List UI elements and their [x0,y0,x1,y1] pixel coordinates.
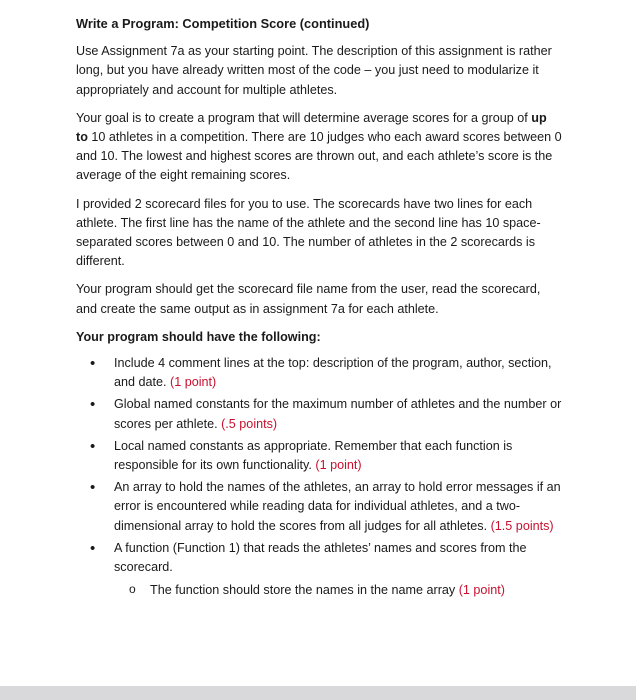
requirement-item [114,354,562,392]
sub-requirement-text: The function should store the names in the name array [150,583,459,598]
paragraph-scorecards: I provided 2 scorecard files for you to use. The scorecards have two lines for each athlete. The first line has the name of the athlete and the second line has 10 space-separated scores between 0 and 10. The number of athletes in the 2 scorecards is different. [76,196,541,269]
bottom-scroll-bar [0,686,636,700]
function-sublist [114,581,562,600]
requirement-item [114,539,562,601]
requirement-text: An array to hold the names of the athletes, an array to hold error messages if an error is encountered while reading data for individual athletes, and a two-dimensional array to hold the scores from all judges for all athletes. [114,480,561,533]
goal-text-start: Your goal is to create a program that will determine average scores for a group of [76,110,532,125]
requirements-list [76,354,562,600]
goal-text-bold: up to [76,110,547,145]
requirement-item [114,478,562,536]
requirement-item [114,437,562,475]
requirement-item [114,395,562,433]
requirements-heading: Your program should have the following: [76,329,321,344]
requirement-text: Include 4 comment lines at the top: description of the program, author, section, and date. [114,356,552,390]
requirement-text: Global named constants for the maximum number of athletes and the number or scores per athlete. [114,397,562,431]
requirement-points: (.5 points) [221,416,278,431]
sub-requirement-item [150,581,562,600]
requirement-points: (1 point) [315,458,362,473]
paragraph-intro: Use Assignment 7a as your starting point. The description of this assignment is rather long, but you have already written most of the code – you just need to modularize it appropriately and account for multiple athletes. [76,44,552,97]
requirement-points: (1.5 points) [490,518,554,533]
requirement-text: Local named constants as appropriate. Remember that each function is responsible for its own functionality. [114,438,513,473]
requirement-points: (1 point) [170,375,217,390]
paragraph-goal [76,109,562,186]
sub-requirement-points: (1 point) [458,583,505,598]
paragraph-program: Your program should get the scorecard file name from the user, read the scorecard, and create the same output as in assignment 7a for each athlete. [76,282,541,316]
goal-text-end: 10 athletes in a competition. There are 10 judges who each award scores between 0 and 10. The lowest and highest scores are thrown out, and each athlete’s score is the average of the eight remaining scores. [76,130,562,183]
document-content [76,14,562,603]
requirement-text: A function (Function 1) that reads the athletes’ names and scores from the scorecard. [114,540,527,575]
page-title: Write a Program: Competition Score (continued) [76,16,370,31]
